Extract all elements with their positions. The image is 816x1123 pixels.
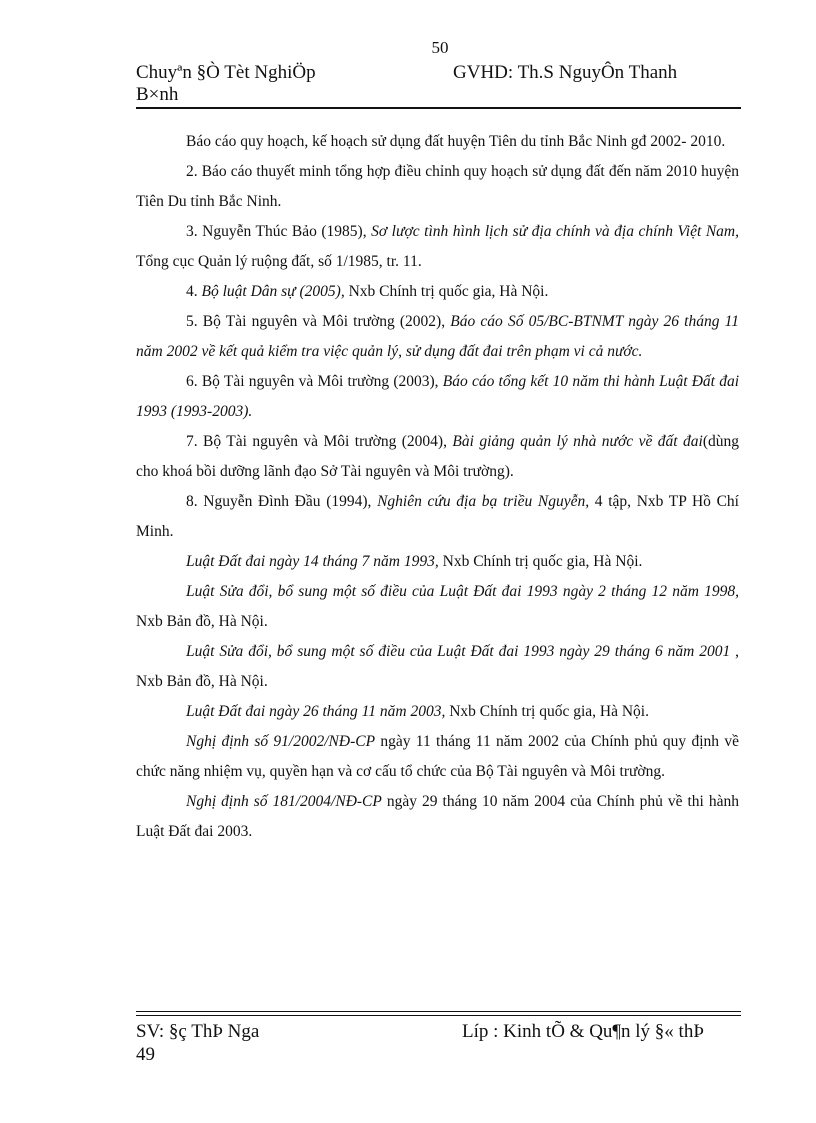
reference-text: 4.: [186, 283, 202, 300]
reference-text: 2. Báo cáo thuyết minh tổng hợp điều chỉnh quy hoạch sử dụng đất đến năm 2010 huyện Tiên Du tỉnh Bắc Ninh.: [136, 163, 739, 210]
reference-item: [136, 277, 739, 307]
reference-list: [136, 127, 739, 847]
footer-student-line2: 49: [136, 1044, 155, 1065]
header-supervisor: GVHD: Th.S NguyÔn Thanh: [453, 62, 678, 83]
reference-text: Tổng cục Quản lý ruộng đất, số 1/1985, tr. 11.: [136, 253, 422, 270]
reference-text: Nxb Chính trị quốc gia, Hà Nội.: [344, 283, 549, 300]
header-title: [136, 62, 316, 106]
header-title-line1: Chuyªn §Ò Tèt NghiÖp: [136, 62, 316, 83]
reference-item: [136, 787, 739, 847]
footer-student: [136, 1020, 259, 1066]
reference-text: Luật Sửa đổi, bổ sung một số điều của Luật Đất đai 1993 ngày 29 tháng 6 năm 2001: [186, 643, 731, 660]
header-title-line2: B×nh: [136, 84, 179, 105]
reference-text: Báo cáo Số 05/BC-BTNMT ngày 26 tháng 11 năm 2002 về kết quả kiểm tra việc quản lý, sử dụng đất đai trên phạm vi cả nước.: [136, 313, 739, 360]
footer-class: Líp : Kinh tÕ & Qu¶n lý §« thÞ: [462, 1021, 704, 1042]
reference-text: Sơ lược tình hình lịch sử địa chính và địa chính Việt Nam,: [371, 223, 739, 240]
reference-text: ngày 29 tháng 10 năm 2004 của Chính phủ về thi hành Luật Đất đai 2003.: [136, 793, 739, 840]
reference-item: [136, 217, 739, 277]
reference-item: [136, 577, 739, 637]
reference-text: , Nxb Bản đồ, Hà Nội.: [136, 643, 740, 690]
footer-student-line1: SV: §ç ThÞ Nga: [136, 1021, 260, 1042]
reference-item: [136, 547, 739, 577]
reference-text: 3. Nguyễn Thúc Bảo (1985),: [186, 223, 372, 240]
reference-item: [136, 427, 739, 487]
reference-item: [136, 637, 739, 697]
reference-text: ngày 11 tháng 11 năm 2002 của Chính phủ quy định về chức năng nhiệm vụ, quyền hạn và cơ cấu tổ chức của Bộ Tài nguyên và Môi trường.: [136, 733, 739, 780]
reference-text: Nxb Bản đồ, Hà Nội.: [136, 613, 268, 630]
reference-text: Báo cáo tổng kết 10 năm thi hành Luật Đất đai 1993 (1993-2003).: [136, 373, 739, 420]
reference-text: Báo cáo quy hoạch, kế hoạch sử dụng đất huyện Tiên du tỉnh Bắc Ninh gđ 2002- 2010.: [186, 133, 726, 150]
reference-text: 4 tập, Nxb TP Hồ Chí Minh.: [136, 493, 739, 540]
reference-text: Bộ luật Dân sự (2005),: [201, 283, 345, 300]
reference-text: Luật Đất đai ngày 26 tháng 11 năm 2003,: [186, 703, 446, 720]
reference-text: 5. Bộ Tài nguyên và Môi trường (2002),: [186, 313, 451, 330]
reference-text: 7. Bộ Tài nguyên và Môi trường (2004),: [186, 433, 453, 450]
reference-text: Nghiên cứu địa bạ triều Nguyễn,: [377, 493, 590, 510]
footer-divider: [136, 1011, 741, 1016]
header-divider: [136, 107, 741, 109]
reference-text: Nxb Chính trị quốc gia, Hà Nội.: [445, 703, 649, 720]
reference-item: [136, 307, 739, 367]
reference-text: Nghị định số 181/2004/NĐ-CP: [186, 793, 382, 810]
reference-text: Nghị định số 91/2002/NĐ-CP: [186, 733, 376, 750]
reference-text: Luật Sửa đổi, bổ sung một số điều của Luật Đất đai 1993 ngày 2 tháng 12 năm 1998,: [186, 583, 739, 600]
reference-text: Nxb Chính trị quốc gia, Hà Nội.: [438, 553, 643, 570]
reference-text: 8. Nguyễn Đình Đầu (1994),: [186, 493, 378, 510]
page-number: 50: [431, 38, 449, 57]
reference-item: [136, 487, 739, 547]
reference-text: (dùng cho khoá bồi dưỡng lãnh đạo Sở Tài nguyên và Môi trường).: [136, 433, 739, 480]
reference-text: Luật Đất đai ngày 14 tháng 7 năm 1993,: [186, 553, 439, 570]
reference-item: [136, 127, 739, 157]
reference-item: [136, 727, 739, 787]
reference-item: [136, 157, 739, 217]
reference-text: 6. Bộ Tài nguyên và Môi trường (2003),: [186, 373, 443, 390]
reference-text: Bài giảng quản lý nhà nước về đất đai: [452, 433, 703, 450]
reference-item: [136, 697, 739, 727]
reference-item: [136, 367, 739, 427]
